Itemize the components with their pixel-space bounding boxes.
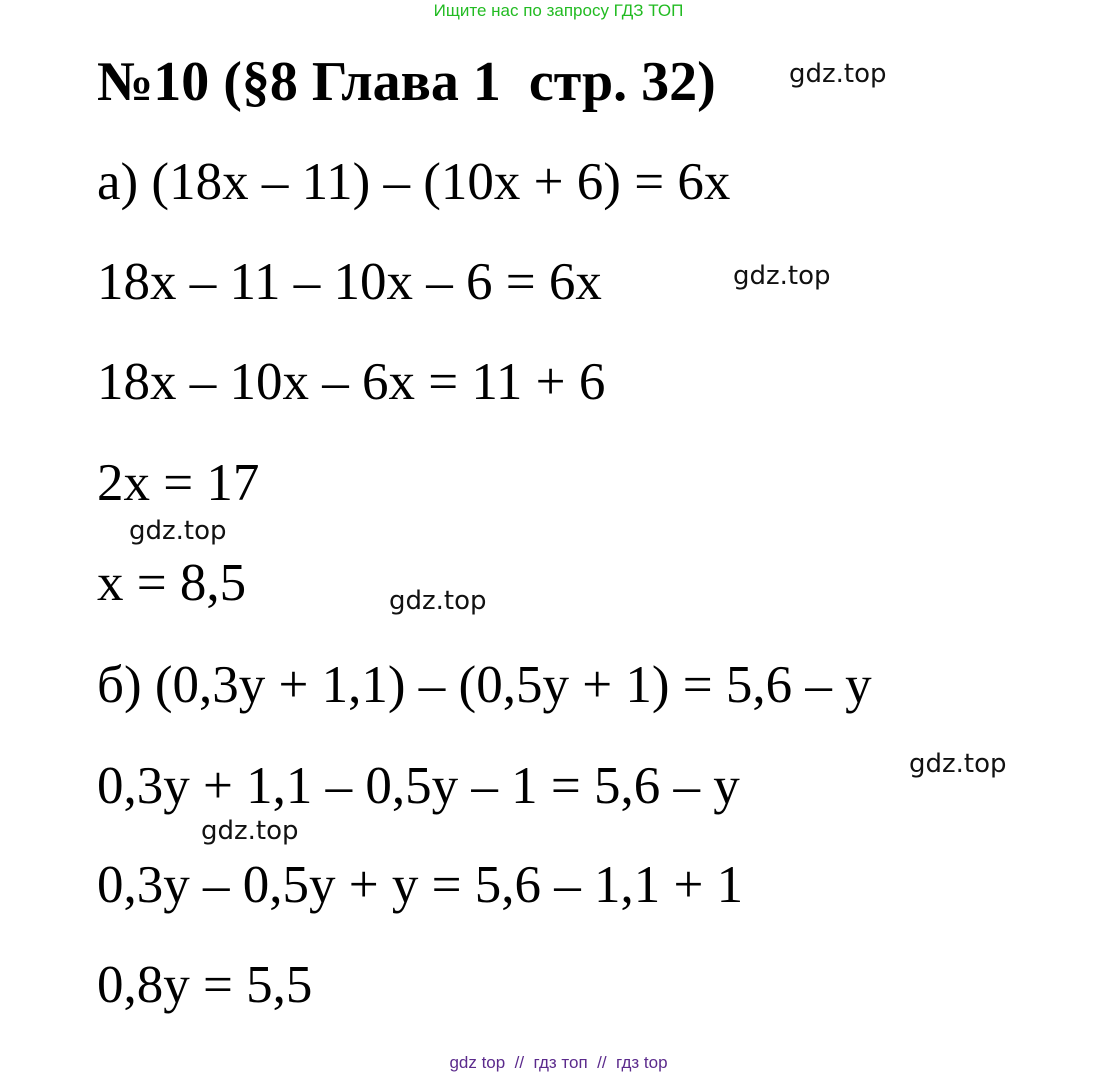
solution-line: 18x – 10x – 6x = 11 + 6 [97, 353, 606, 411]
answer-line-a: x = 8,5 [97, 554, 247, 612]
watermark-text: gdz.top [789, 59, 887, 89]
watermark-text: gdz.top [201, 816, 299, 846]
watermark-text: gdz.top [389, 586, 487, 616]
footer-links-text: gdz top // гдз топ // гдз top [449, 1053, 668, 1072]
solution-line: 2x = 17 [97, 454, 260, 512]
solution-line: 18x – 11 – 10x – 6 = 6x [97, 253, 602, 311]
solution-line: 0,8y = 5,5 [97, 956, 313, 1014]
problem-title: №10 (§8 Глава 1 стр. 32) [97, 51, 716, 113]
solution-line: 0,3y + 1,1 – 0,5y – 1 = 5,6 – y [97, 757, 740, 815]
watermark-text: gdz.top [909, 749, 1007, 779]
watermark-text: gdz.top [129, 516, 227, 546]
equation-line-b: б) (0,3y + 1,1) – (0,5y + 1) = 5,6 – y [97, 656, 872, 714]
equation-line-a: а) (18x – 11) – (10x + 6) = 6x [97, 153, 731, 211]
top-banner-text: Ищите нас по запросу ГДЗ ТОП [433, 1, 684, 20]
solution-line: 0,3y – 0,5y + y = 5,6 – 1,1 + 1 [97, 856, 744, 914]
watermark-text: gdz.top [733, 261, 831, 291]
